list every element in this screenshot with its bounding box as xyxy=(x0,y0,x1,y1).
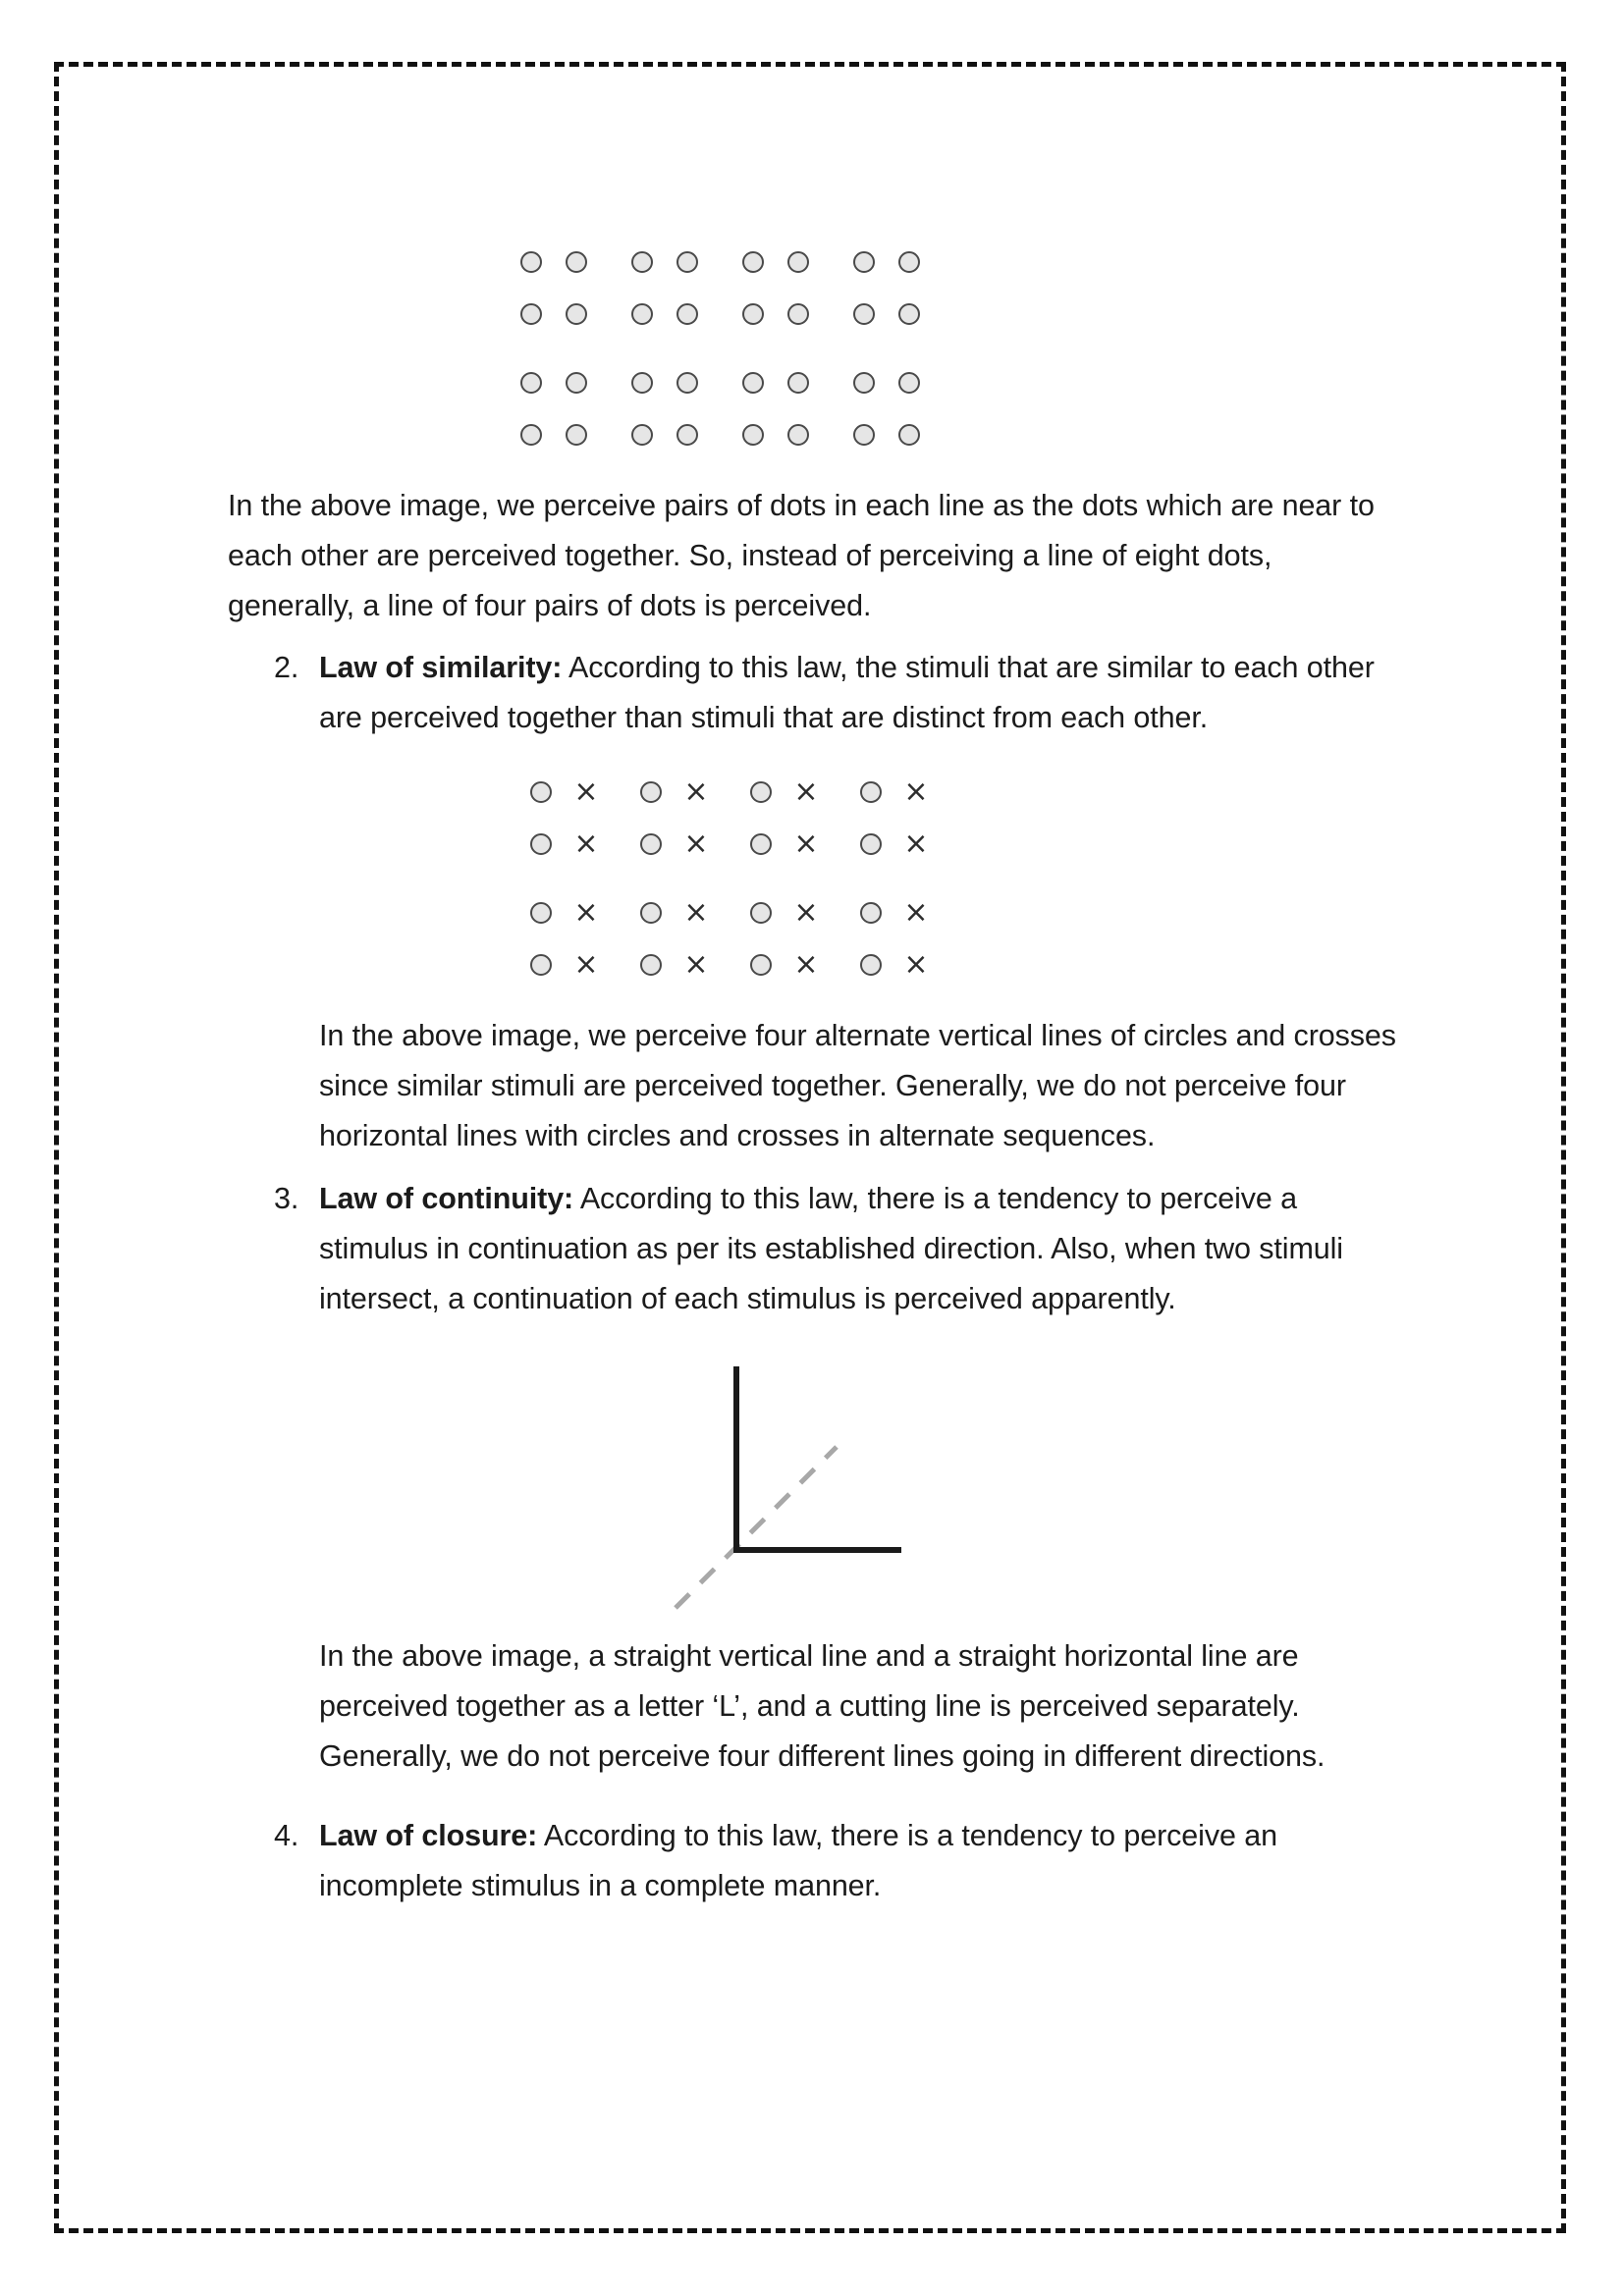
circle-icon xyxy=(566,303,587,325)
list-item-body xyxy=(319,1811,1403,1911)
circle-cross-pair xyxy=(860,826,933,861)
dot-pair xyxy=(853,251,920,273)
list-item-lead: Law of closure: xyxy=(319,1819,538,1852)
cross-icon: × xyxy=(573,946,599,982)
circle-icon xyxy=(750,781,772,803)
sim-row-group xyxy=(530,766,933,870)
circle-icon xyxy=(787,303,809,325)
dot-pair xyxy=(742,303,809,325)
circle-cross-pair xyxy=(530,946,603,982)
list-item-law-of-similarity xyxy=(274,643,1403,743)
continuity-paragraph: In the above image, a straight vertical line and a straight horizontal line are perceived together as a letter ‘L’, and a cutting line is perceived separately. Generally, we do not perceive four different lines going in different directions. xyxy=(319,1639,1325,1773)
circle-icon xyxy=(742,251,764,273)
circle-icon xyxy=(750,954,772,976)
dot-row-group xyxy=(520,236,920,340)
dot-row xyxy=(520,288,920,340)
proximity-paragraph: In the above image, we perceive pairs of dots in each line as the dots which are near to each other are perceived together. So, instead of perceiving a line of eight dots, generally, a line of four pairs of dots is perceived. xyxy=(228,489,1375,622)
cross-icon: × xyxy=(573,894,599,930)
circle-cross-pair xyxy=(640,946,713,982)
list-item-body xyxy=(319,643,1403,743)
dashed-diagonal-line xyxy=(676,1447,837,1608)
circle-icon xyxy=(898,303,920,325)
circle-icon xyxy=(750,902,772,924)
circle-icon xyxy=(742,303,764,325)
cross-icon: × xyxy=(573,826,599,861)
circle-icon xyxy=(640,954,662,976)
list-item-body xyxy=(319,1174,1413,1324)
circle-cross-pair xyxy=(530,894,603,930)
sim-row xyxy=(530,886,933,938)
dot-pair xyxy=(853,424,920,446)
circle-icon xyxy=(676,251,698,273)
list-item-law-of-continuity xyxy=(274,1174,1413,1324)
circle-icon xyxy=(676,424,698,446)
sim-row xyxy=(530,766,933,818)
circle-icon xyxy=(898,251,920,273)
list-item-number: 3. xyxy=(274,1182,299,1215)
circle-icon xyxy=(566,372,587,394)
circle-icon xyxy=(530,833,552,855)
similarity-figure xyxy=(530,766,933,990)
circle-icon xyxy=(566,424,587,446)
circle-icon xyxy=(742,372,764,394)
list-item-text: According to this law, there is a tendency to perceive a stimulus in continuation as per its established direction. Also, when two stimuli intersect, a continuation of each stimulus is perceived apparently. xyxy=(319,1182,1343,1315)
cross-icon: × xyxy=(903,774,929,809)
dot-row-group xyxy=(520,356,920,460)
circle-icon xyxy=(631,424,653,446)
circle-icon xyxy=(853,303,875,325)
cross-icon: × xyxy=(793,946,819,982)
continuity-figure xyxy=(648,1345,923,1629)
circle-icon xyxy=(860,781,882,803)
cross-icon: × xyxy=(903,946,929,982)
circle-cross-pair xyxy=(640,894,713,930)
dot-pair xyxy=(742,424,809,446)
similarity-grid xyxy=(530,766,933,990)
circle-icon xyxy=(566,251,587,273)
circle-icon xyxy=(520,303,542,325)
circle-cross-pair xyxy=(530,774,603,809)
dot-pair xyxy=(520,424,587,446)
circle-icon xyxy=(520,251,542,273)
circle-cross-pair xyxy=(860,894,933,930)
list-item-lead: Law of similarity: xyxy=(319,651,563,684)
l-line-figure xyxy=(648,1345,923,1629)
cross-icon: × xyxy=(903,826,929,861)
circle-icon xyxy=(631,303,653,325)
sim-row xyxy=(530,818,933,870)
dot-pair xyxy=(853,303,920,325)
circle-icon xyxy=(530,902,552,924)
cross-icon: × xyxy=(793,774,819,809)
circle-icon xyxy=(640,833,662,855)
circle-icon xyxy=(640,902,662,924)
circle-icon xyxy=(860,954,882,976)
circle-icon xyxy=(853,424,875,446)
circle-cross-pair xyxy=(530,826,603,861)
cross-icon: × xyxy=(793,826,819,861)
circle-icon xyxy=(860,902,882,924)
circle-icon xyxy=(631,372,653,394)
dot-row xyxy=(520,408,920,460)
dot-pair xyxy=(742,372,809,394)
circle-icon xyxy=(787,251,809,273)
proximity-dot-grid xyxy=(520,236,920,460)
dot-row xyxy=(520,356,920,408)
cross-icon: × xyxy=(793,894,819,930)
similarity-paragraph: In the above image, we perceive four alternate vertical lines of circles and crosses since similar stimuli are perceived together. Generally, we do not perceive four horizontal lines with circles and crosses in alternate sequences. xyxy=(319,1019,1396,1152)
circle-cross-pair xyxy=(640,826,713,861)
proximity-figure xyxy=(520,236,920,460)
dot-pair xyxy=(631,372,698,394)
circle-icon xyxy=(520,372,542,394)
list-item-number: 4. xyxy=(274,1819,299,1852)
circle-cross-pair xyxy=(750,946,823,982)
list-item-law-of-closure xyxy=(274,1811,1403,1911)
circle-icon xyxy=(742,424,764,446)
circle-cross-pair xyxy=(750,826,823,861)
circle-cross-pair xyxy=(750,774,823,809)
circle-icon xyxy=(520,424,542,446)
circle-icon xyxy=(898,372,920,394)
dot-pair xyxy=(631,303,698,325)
circle-cross-pair xyxy=(860,774,933,809)
list-item-text: According to this law, there is a tendency to perceive an incomplete stimulus in a complete manner. xyxy=(319,1819,1277,1902)
list-item-lead: Law of continuity: xyxy=(319,1182,574,1215)
circle-icon xyxy=(631,251,653,273)
cross-icon: × xyxy=(903,894,929,930)
cross-icon: × xyxy=(683,946,709,982)
circle-cross-pair xyxy=(750,894,823,930)
dot-pair xyxy=(742,251,809,273)
dot-pair xyxy=(520,372,587,394)
cross-icon: × xyxy=(683,826,709,861)
dot-pair xyxy=(631,251,698,273)
cross-icon: × xyxy=(683,894,709,930)
circle-icon xyxy=(787,424,809,446)
sim-row-group xyxy=(530,886,933,990)
circle-icon xyxy=(530,954,552,976)
circle-icon xyxy=(640,781,662,803)
list-item-text: According to this law, the stimuli that are similar to each other are perceived together than stimuli that are distinct from each other. xyxy=(319,651,1375,734)
circle-icon xyxy=(898,424,920,446)
circle-icon xyxy=(787,372,809,394)
cross-icon: × xyxy=(683,774,709,809)
dot-pair xyxy=(853,372,920,394)
dot-pair xyxy=(631,424,698,446)
list-item-number: 2. xyxy=(274,651,299,684)
circle-icon xyxy=(853,251,875,273)
circle-icon xyxy=(676,303,698,325)
dot-pair xyxy=(520,251,587,273)
circle-icon xyxy=(853,372,875,394)
sim-row xyxy=(530,938,933,990)
dot-row xyxy=(520,236,920,288)
dot-pair xyxy=(520,303,587,325)
circle-icon xyxy=(860,833,882,855)
cross-icon: × xyxy=(573,774,599,809)
circle-cross-pair xyxy=(860,946,933,982)
circle-icon xyxy=(530,781,552,803)
circle-cross-pair xyxy=(640,774,713,809)
circle-icon xyxy=(676,372,698,394)
circle-icon xyxy=(750,833,772,855)
